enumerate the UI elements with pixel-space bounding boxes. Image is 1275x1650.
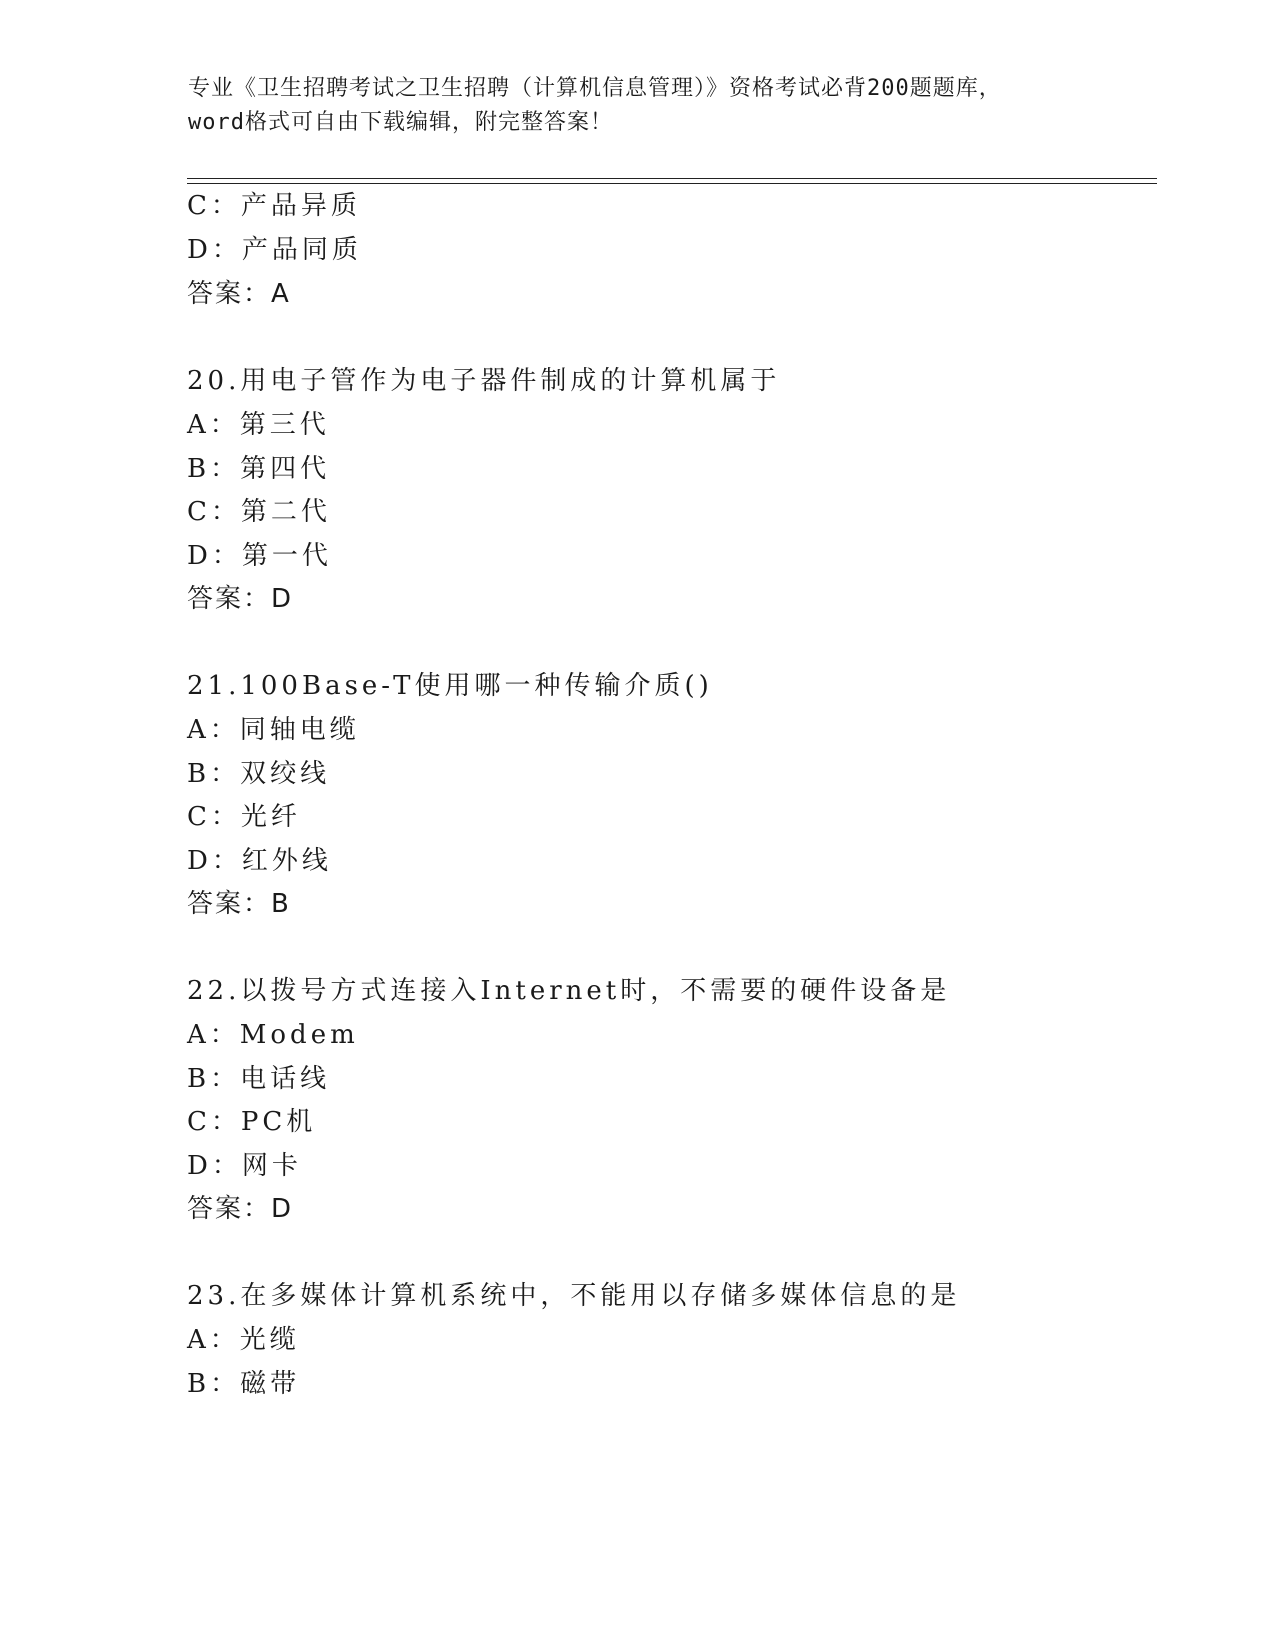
header-title-line-1: 专业《卫生招聘考试之卫生招聘（计算机信息管理）》资格考试必背200题题库，: [188, 76, 1002, 101]
q20-option-a: A：第三代: [187, 410, 330, 440]
q19-answer: 答案：A: [187, 279, 291, 309]
q19-option-c: C：产品异质: [187, 191, 361, 221]
q21-option-c: C：光纤: [187, 802, 301, 832]
q20-option-d: D：第一代: [187, 541, 332, 571]
q23-question: 23.在多媒体计算机系统中，不能用以存储多媒体信息的是: [187, 1281, 961, 1311]
q22-option-c: C：PC机: [187, 1107, 317, 1137]
q21-option-a: A：同轴电缆: [187, 715, 360, 745]
q20-answer: 答案：D: [187, 584, 294, 614]
q22-answer: 答案：D: [187, 1194, 294, 1224]
q21-option-d: D：红外线: [187, 846, 332, 876]
q20-question: 20.用电子管作为电子器件制成的计算机属于: [187, 366, 781, 396]
q20-option-c: C：第二代: [187, 497, 331, 527]
header-title-line-2: word格式可自由下载编辑，附完整答案！: [188, 110, 613, 135]
q23-option-a: A：光缆: [187, 1325, 300, 1355]
q22-question: 22.以拨号方式连接入Internet时，不需要的硬件设备是: [187, 976, 951, 1006]
q22-option-b: B：电话线: [187, 1064, 331, 1094]
q20-option-b: B：第四代: [187, 454, 331, 484]
header-rule-top: [187, 178, 1157, 179]
q23-option-b: B：磁带: [187, 1369, 301, 1399]
q21-answer: 答案：B: [187, 889, 291, 919]
q21-option-b: B：双绞线: [187, 759, 331, 789]
q22-option-d: D：网卡: [187, 1151, 302, 1181]
header-rule-bottom: [187, 183, 1157, 184]
q19-option-d: D：产品同质: [187, 235, 362, 265]
q21-question: 21.100Base-T使用哪一种传输介质(): [187, 671, 713, 701]
document-header: [188, 72, 1088, 140]
q22-option-a: A：Modem: [187, 1020, 359, 1050]
